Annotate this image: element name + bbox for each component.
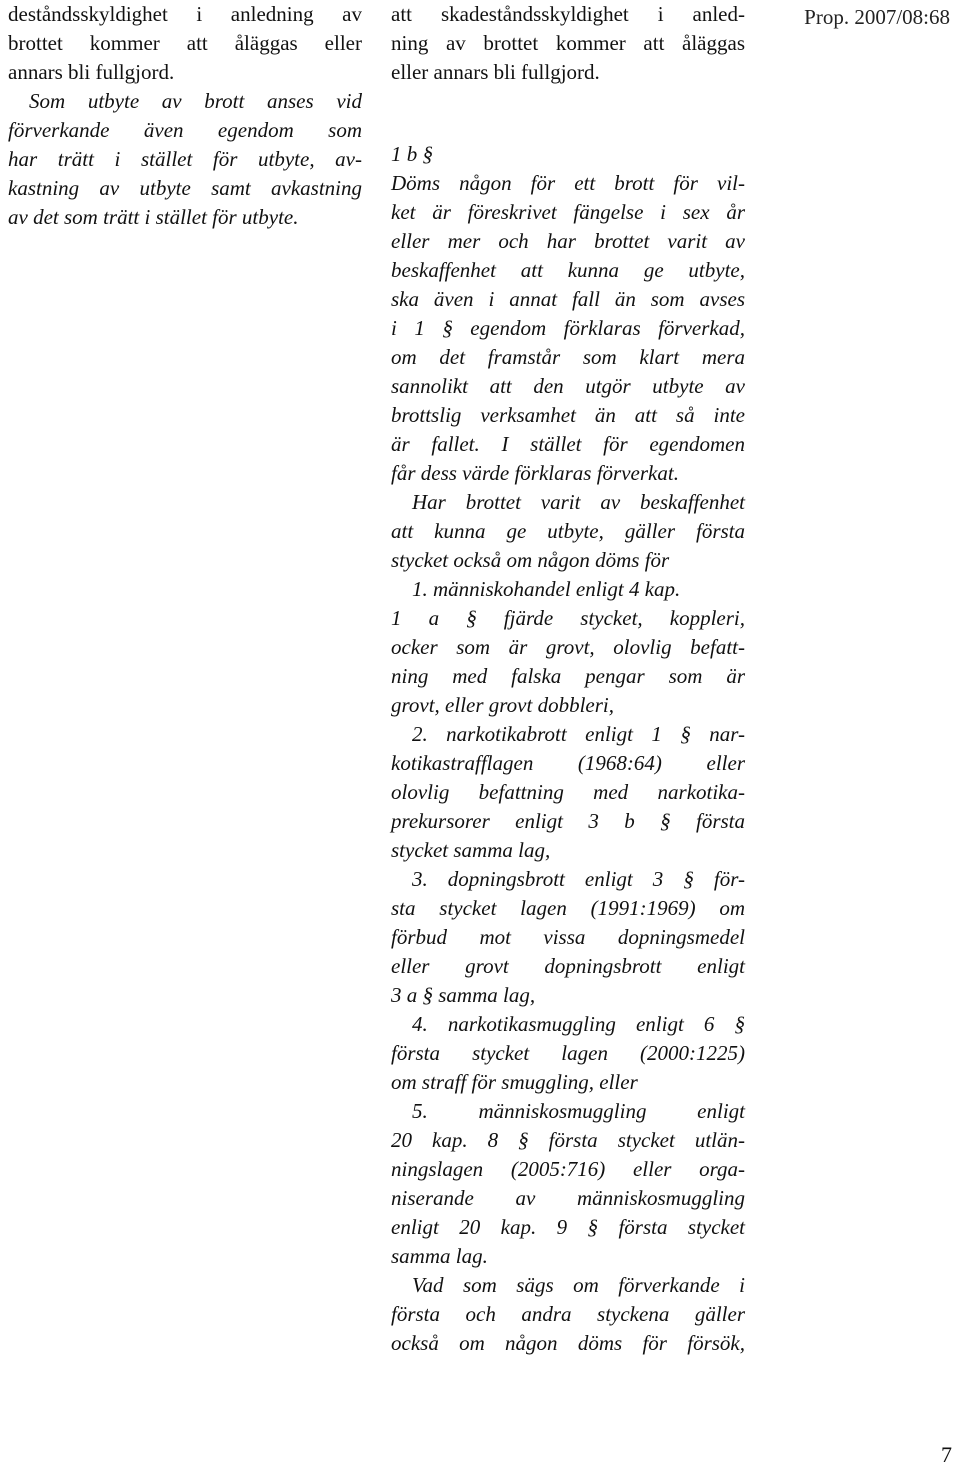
text-line: niserande av människosmuggling	[391, 1186, 745, 1210]
text-line: om straff för smuggling, eller	[391, 1070, 638, 1094]
left-column-current-law	[8, 0, 362, 232]
text-line: eller mer och har brottet varit av	[391, 229, 745, 253]
text-line: olovlig befattning med narkotika-	[391, 780, 745, 804]
text-line: också om någon döms för försök,	[391, 1331, 745, 1355]
page-number: 7	[941, 1442, 952, 1467]
text-line: ning med falska pengar som är	[391, 664, 745, 688]
text-line: deståndsskyldighet i anledning av	[8, 2, 362, 26]
text-line: prekursorer enligt 3 b § första	[391, 809, 745, 833]
text-line: är fallet. I stället för egendomen	[391, 432, 745, 456]
text-line: 20 kap. 8 § första stycket utlän-	[391, 1128, 745, 1152]
text-line: ocker som är grovt, olovlig befatt-	[391, 635, 745, 659]
text-line: 3 a § samma lag,	[391, 983, 536, 1007]
right-column-intro-text	[391, 0, 745, 87]
text-line: har trätt i stället för utbyte, av-	[8, 147, 362, 171]
text-line: 2. narkotikabrott enligt 1 § nar-	[391, 722, 745, 746]
text-line: av det som trätt i stället för utbyte.	[8, 205, 299, 229]
text-line: brottslig verksamhet än att så inte	[391, 403, 745, 427]
text-line: beskaffenhet att kunna ge utbyte,	[391, 258, 745, 282]
text-line: ningslagen (2005:716) eller orga-	[391, 1157, 745, 1181]
text-line: Som utbyte av brott anses vid	[8, 89, 362, 113]
text-line: får dess värde förklaras förverkat.	[391, 461, 679, 485]
text-line: sannolikt att den utgör utbyte av	[391, 374, 745, 398]
prop-reference: Prop. 2007/08:68	[804, 5, 950, 29]
text-line: grovt, eller grovt dobbleri,	[391, 693, 614, 717]
text-line: första stycket lagen (2000:1225)	[391, 1041, 745, 1065]
section-spacer	[391, 87, 745, 140]
text-line: Döms någon för ett brott för vil-	[391, 171, 745, 195]
text-line: sta stycket lagen (1991:1969) om	[391, 896, 745, 920]
text-line: om det framstår som klart mera	[391, 345, 745, 369]
text-line: samma lag.	[391, 1244, 488, 1268]
text-line: brottet kommer att åläggas eller	[8, 31, 362, 55]
text-line: eller annars bli fullgjord.	[391, 60, 600, 84]
text-line: stycket samma lag,	[391, 838, 551, 862]
text-line: 4. narkotikasmuggling enligt 6 §	[391, 1012, 745, 1036]
text-line: eller grovt dopningsbrott enligt	[391, 954, 745, 978]
text-line: ket är föreskrivet fängelse i sex år	[391, 200, 745, 224]
text-line: 1 a § fjärde stycket, koppleri,	[391, 606, 745, 630]
text-line: stycket också om någon döms för	[391, 548, 670, 572]
right-column-proposed-law	[391, 0, 745, 1358]
section-heading: 1 b §	[391, 142, 433, 166]
text-line: enligt 20 kap. 9 § första stycket	[391, 1215, 745, 1239]
text-line: första och andra styckena gäller	[391, 1302, 745, 1326]
text-line: att kunna ge utbyte, gäller första	[391, 519, 745, 543]
text-line: ska även i annat fall än som avses	[391, 287, 745, 311]
text-line: annars bli fullgjord.	[8, 60, 175, 84]
text-line: 5. människosmuggling enligt	[391, 1099, 745, 1123]
text-line: 3. dopningsbrott enligt 3 § för-	[391, 867, 745, 891]
left-column-text	[8, 0, 362, 232]
text-line: Har brottet varit av beskaffenhet	[391, 490, 745, 514]
right-column-section-body	[391, 169, 745, 1358]
text-line: förverkande även egendom som	[8, 118, 362, 142]
text-line: ning av brottet kommer att åläggas	[391, 31, 745, 55]
text-line: 1. människohandel enligt 4 kap.	[391, 577, 681, 601]
text-line: Vad som sägs om förverkande i	[391, 1273, 745, 1297]
text-line: förbud mot vissa dopningsmedel	[391, 925, 745, 949]
text-line: kotikastrafflagen (1968:64) eller	[391, 751, 745, 775]
text-line: i 1 § egendom förklaras förverkad,	[391, 316, 745, 340]
text-line: att skadeståndsskyldighet i anled-	[391, 2, 745, 26]
text-line: kastning av utbyte samt avkastning	[8, 176, 362, 200]
